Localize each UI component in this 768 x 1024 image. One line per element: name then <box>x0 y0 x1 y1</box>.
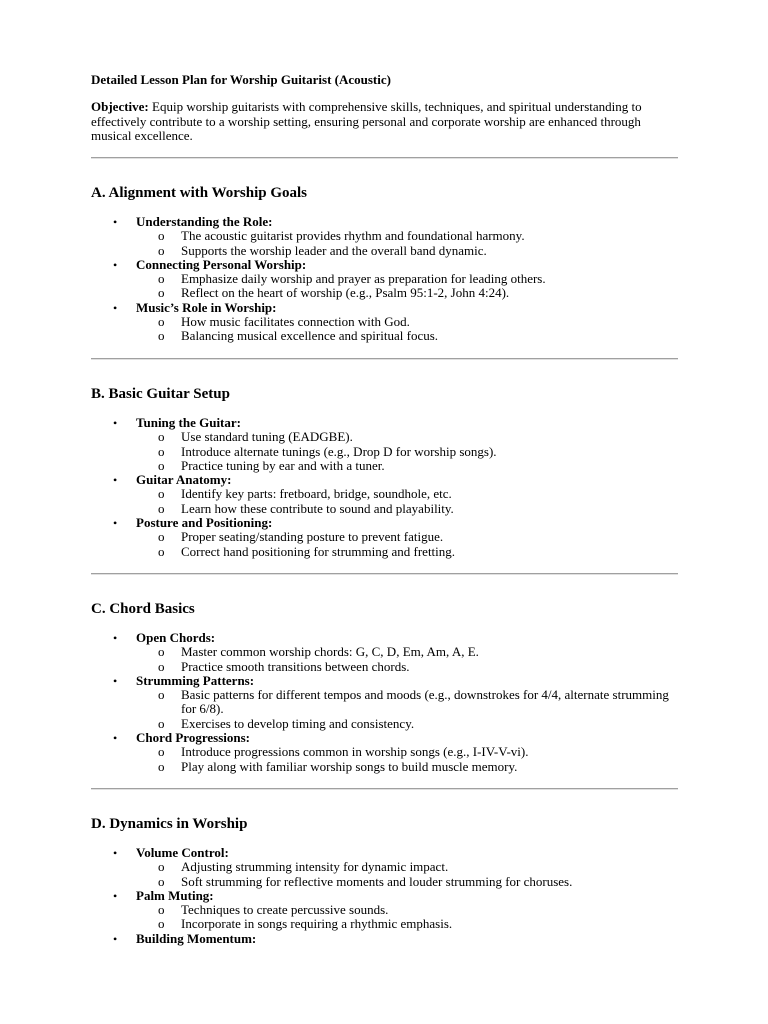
list-item <box>91 674 678 731</box>
sub-list-item <box>91 717 678 731</box>
sub-list <box>136 315 678 344</box>
sub-bullet-icon: o <box>158 873 165 889</box>
divider <box>91 788 678 790</box>
sub-item-text: The acoustic guitarist provides rhythm and foundational harmony. <box>181 228 525 244</box>
sub-item-text: Practice tuning by ear and with a tuner. <box>181 457 385 473</box>
list-item <box>91 258 678 301</box>
sub-list-item <box>91 244 678 258</box>
sub-list-item <box>91 760 678 774</box>
sub-bullet-icon: o <box>158 486 165 502</box>
sub-bullet-icon: o <box>158 715 165 731</box>
section-list-b <box>91 416 678 559</box>
sub-item-text: Soft strumming for reflective moments and louder strumming for choruses. <box>181 873 573 889</box>
sub-item-text: Supports the worship leader and the overall band dynamic. <box>181 242 487 258</box>
sub-item-text: Practice smooth transitions between chords. <box>181 658 410 674</box>
section-heading-d: D. Dynamics in Worship <box>91 816 248 832</box>
sub-bullet-icon: o <box>158 687 165 703</box>
sub-list <box>136 860 678 889</box>
bullet-icon: • <box>113 846 118 860</box>
section-heading-c: C. Chord Basics <box>91 601 195 617</box>
list-item <box>91 932 678 946</box>
item-label: Understanding the Role: <box>136 214 273 229</box>
sub-item-text: Basic patterns for different tempos and moods (e.g., downstrokes for 4/4, alternate strumming for 6/8). <box>181 687 669 717</box>
sub-bullet-icon: o <box>158 644 165 660</box>
sub-item-text: Play along with familiar worship songs to build muscle memory. <box>181 758 518 774</box>
sub-bullet-icon: o <box>158 285 165 301</box>
sub-list-item <box>91 860 678 874</box>
bullet-icon: • <box>113 416 118 430</box>
sub-item-text: Identify key parts: fretboard, bridge, soundhole, etc. <box>181 486 452 502</box>
sub-list-item <box>91 545 678 559</box>
sub-bullet-icon: o <box>158 271 165 287</box>
divider <box>91 157 678 159</box>
sub-item-text: Introduce progressions common in worship songs (e.g., I-IV-V-vi). <box>181 744 529 760</box>
item-label: Strumming Patterns: <box>136 672 255 688</box>
sub-list <box>136 487 678 516</box>
bullet-icon: • <box>113 215 118 229</box>
item-label: Tuning the Guitar: <box>136 415 241 430</box>
sub-item-text: How music facilitates connection with God. <box>181 314 410 330</box>
section-list-a <box>91 215 678 344</box>
sub-list-item <box>91 315 678 329</box>
sub-list-item <box>91 445 678 459</box>
objective-paragraph <box>91 100 661 144</box>
document-title: Detailed Lesson Plan for Worship Guitarist (Acoustic) <box>91 72 391 87</box>
sub-list <box>136 903 678 932</box>
bullet-icon: • <box>113 731 118 746</box>
sub-bullet-icon: o <box>158 543 165 559</box>
sub-item-text: Introduce alternate tunings (e.g., Drop D for worship songs). <box>181 443 497 459</box>
objective-text: Equip worship guitarists with comprehensive skills, techniques, and spiritual understanding to effectively contribute to a worship setting, ensuring personal and corporate worship are enhanced through musical excellence. <box>91 99 642 143</box>
list-item <box>91 846 678 889</box>
bullet-icon: • <box>113 300 118 315</box>
bullet-icon: • <box>113 473 118 488</box>
list-item <box>91 631 678 674</box>
sub-item-text: Balancing musical excellence and spiritual focus. <box>181 328 439 344</box>
list-item <box>91 215 678 258</box>
sub-item-text: Master common worship chords: G, C, D, Em, Am, A, E. <box>181 644 479 660</box>
sub-bullet-icon: o <box>158 457 165 473</box>
item-label: Open Chords: <box>136 630 216 645</box>
section-list-d <box>91 846 678 946</box>
sub-item-text: Correct hand positioning for strumming and fretting. <box>181 543 456 559</box>
sub-bullet-icon: o <box>158 744 165 760</box>
list-item <box>91 473 678 516</box>
item-label: Building Momentum: <box>136 930 257 946</box>
sub-bullet-icon: o <box>158 500 165 516</box>
bullet-icon: • <box>113 631 118 645</box>
item-label: Posture and Positioning: <box>136 515 273 531</box>
sub-bullet-icon: o <box>158 328 165 344</box>
sub-item-text: Adjusting strumming intensity for dynamic impact. <box>181 859 449 875</box>
sub-list <box>136 272 678 301</box>
sub-list-item <box>91 487 678 501</box>
bullet-icon: • <box>113 516 118 531</box>
sub-item-text: Emphasize daily worship and prayer as preparation for leading others. <box>181 271 546 287</box>
sub-list-item <box>91 745 678 759</box>
sub-list-item <box>91 660 678 674</box>
sub-list-item <box>91 688 678 717</box>
sub-bullet-icon: o <box>158 916 165 932</box>
sub-list-item <box>91 917 678 931</box>
list-item <box>91 416 678 473</box>
bullet-icon: • <box>113 673 118 688</box>
bullet-icon: • <box>113 931 118 946</box>
sub-bullet-icon: o <box>158 902 165 918</box>
sub-bullet-icon: o <box>158 529 165 545</box>
sub-bullet-icon: o <box>158 429 165 445</box>
sub-item-text: Use standard tuning (EADGBE). <box>181 429 353 445</box>
sub-list-item <box>91 459 678 473</box>
divider <box>91 573 678 575</box>
sub-list <box>136 645 678 674</box>
sub-list <box>136 745 678 774</box>
objective-label: Objective: <box>91 99 149 114</box>
sub-list-item <box>91 430 678 444</box>
sub-bullet-icon: o <box>158 314 165 330</box>
sub-list <box>136 430 678 473</box>
section-heading-a: A. Alignment with Worship Goals <box>91 185 308 201</box>
divider <box>91 358 678 360</box>
item-label: Connecting Personal Worship: <box>136 256 307 272</box>
bullet-icon: • <box>113 888 118 903</box>
item-label: Volume Control: <box>136 845 229 860</box>
section-list-c <box>91 631 678 774</box>
item-label: Music’s Role in Worship: <box>136 299 277 315</box>
sub-list-item <box>91 903 678 917</box>
item-label: Palm Muting: <box>136 887 214 903</box>
sub-list-item <box>91 329 678 343</box>
bullet-icon: • <box>113 257 118 272</box>
sub-item-text: Reflect on the heart of worship (e.g., Psalm 95:1-2, John 4:24). <box>181 285 510 301</box>
sub-item-text: Techniques to create percussive sounds. <box>181 902 389 918</box>
list-item <box>91 889 678 932</box>
item-label: Chord Progressions: <box>136 730 250 746</box>
sub-item-text: Incorporate in songs requiring a rhythmic emphasis. <box>181 916 453 932</box>
sub-item-text: Proper seating/standing posture to prevent fatigue. <box>181 529 444 545</box>
sub-item-text: Exercises to develop timing and consistency. <box>181 715 415 731</box>
sub-list <box>136 688 678 731</box>
section-heading-b: B. Basic Guitar Setup <box>91 386 230 402</box>
sub-list-item <box>91 875 678 889</box>
sub-bullet-icon: o <box>158 242 165 258</box>
sub-bullet-icon: o <box>158 859 165 875</box>
sub-bullet-icon: o <box>158 443 165 459</box>
sub-list <box>136 229 678 258</box>
list-item <box>91 301 678 344</box>
sub-list-item <box>91 645 678 659</box>
sub-list <box>136 530 678 559</box>
list-item <box>91 516 678 559</box>
list-item <box>91 731 678 774</box>
sub-list-item <box>91 229 678 243</box>
sub-list-item <box>91 530 678 544</box>
sub-list-item <box>91 286 678 300</box>
sub-list-item <box>91 272 678 286</box>
sub-bullet-icon: o <box>158 228 165 244</box>
sub-item-text: Learn how these contribute to sound and playability. <box>181 500 454 516</box>
sub-bullet-icon: o <box>158 758 165 774</box>
sub-bullet-icon: o <box>158 658 165 674</box>
sub-list-item <box>91 502 678 516</box>
item-label: Guitar Anatomy: <box>136 472 232 488</box>
